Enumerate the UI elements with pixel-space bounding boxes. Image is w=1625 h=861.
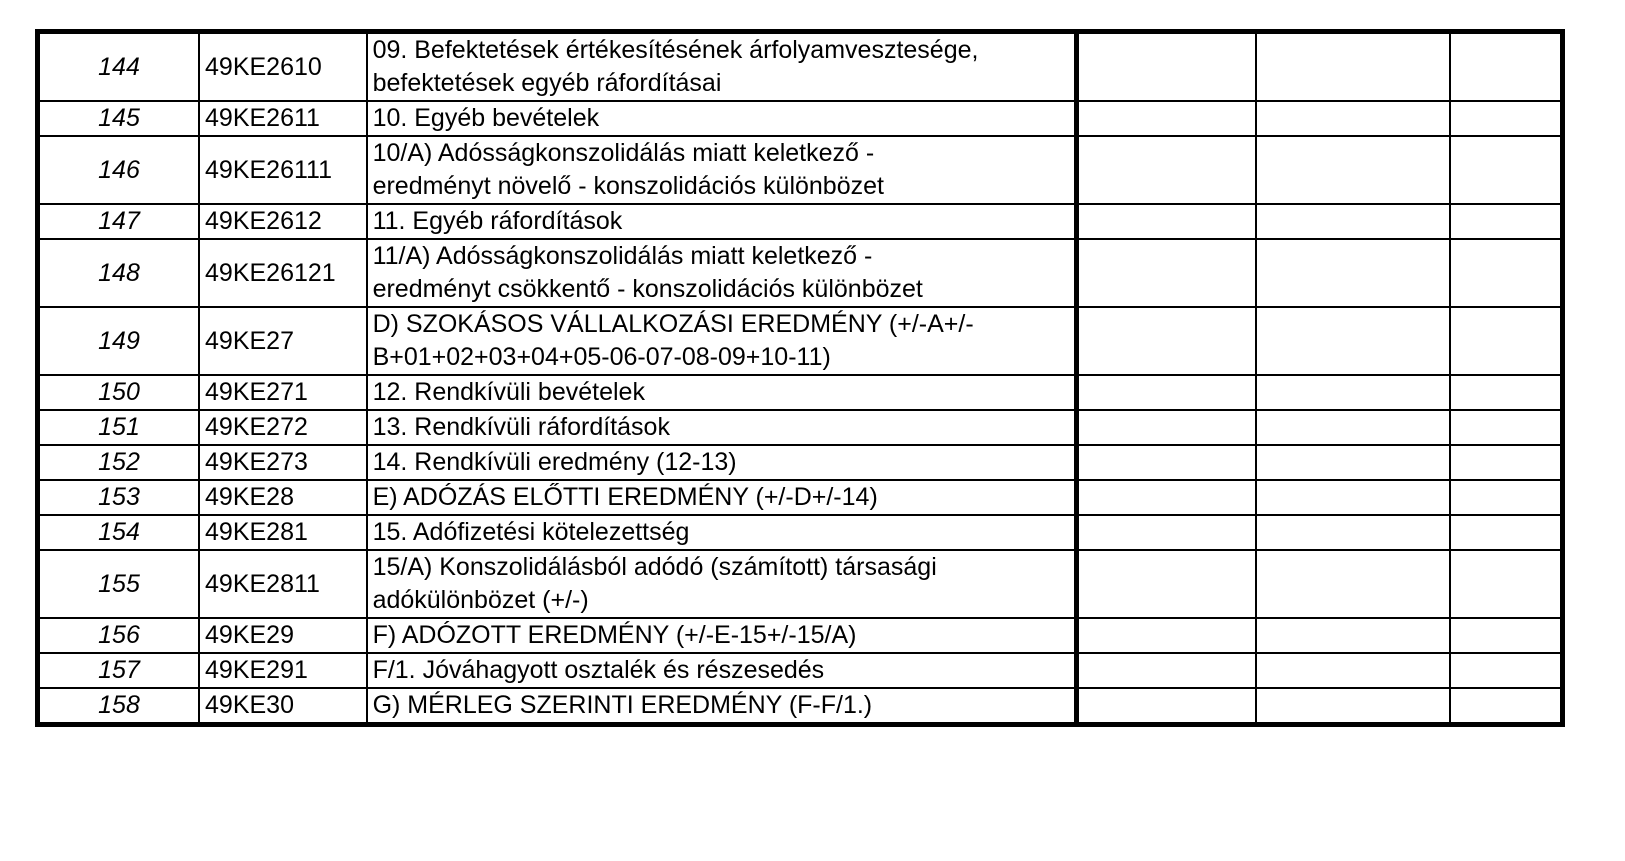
value-cell-1 bbox=[1077, 307, 1257, 375]
value-cell-2 bbox=[1256, 239, 1450, 307]
description-line: 12. Rendkívüli bevételek bbox=[372, 378, 645, 406]
row-number: 150 bbox=[38, 375, 200, 410]
row-number: 158 bbox=[38, 688, 200, 725]
value-cell-3 bbox=[1450, 688, 1562, 725]
row-code: 49KE273 bbox=[199, 445, 367, 480]
row-number: 154 bbox=[38, 515, 200, 550]
value-cell-1 bbox=[1077, 239, 1257, 307]
table-row bbox=[38, 618, 1563, 653]
description-line: D) SZOKÁSOS VÁLLALKOZÁSI EREDMÉNY (+/-A+/- bbox=[372, 310, 974, 338]
value-cell-3 bbox=[1450, 618, 1562, 653]
description-line: 15/A) Konszolidálásból adódó (számított) társasági bbox=[372, 553, 937, 581]
row-number: 147 bbox=[38, 204, 200, 239]
row-code: 49KE272 bbox=[199, 410, 367, 445]
description-line: 11/A) Adósságkonszolidálás miatt keletkező - bbox=[372, 242, 873, 270]
value-cell-1 bbox=[1077, 101, 1257, 136]
row-code: 49KE291 bbox=[199, 653, 367, 688]
value-cell-2 bbox=[1256, 101, 1450, 136]
row-number: 155 bbox=[38, 550, 200, 618]
value-cell-1 bbox=[1077, 375, 1257, 410]
table-row bbox=[38, 375, 1563, 410]
row-description bbox=[367, 101, 1077, 136]
row-description bbox=[367, 653, 1077, 688]
row-description bbox=[367, 307, 1077, 375]
table-row bbox=[38, 204, 1563, 239]
value-cell-1 bbox=[1077, 410, 1257, 445]
description-line: 11. Egyéb ráfordítások bbox=[372, 207, 623, 235]
value-cell-1 bbox=[1077, 204, 1257, 239]
value-cell-1 bbox=[1077, 688, 1257, 725]
row-number: 151 bbox=[38, 410, 200, 445]
row-code: 49KE281 bbox=[199, 515, 367, 550]
table-body bbox=[38, 32, 1563, 725]
table-row bbox=[38, 653, 1563, 688]
row-description bbox=[367, 375, 1077, 410]
value-cell-2 bbox=[1256, 204, 1450, 239]
row-number: 145 bbox=[38, 101, 200, 136]
value-cell-1 bbox=[1077, 32, 1257, 102]
value-cell-3 bbox=[1450, 515, 1562, 550]
value-cell-3 bbox=[1450, 480, 1562, 515]
value-cell-1 bbox=[1077, 480, 1257, 515]
table-row bbox=[38, 136, 1563, 204]
table-row bbox=[38, 688, 1563, 725]
table-row bbox=[38, 480, 1563, 515]
value-cell-1 bbox=[1077, 136, 1257, 204]
row-description bbox=[367, 204, 1077, 239]
value-cell-2 bbox=[1256, 688, 1450, 725]
value-cell-2 bbox=[1256, 653, 1450, 688]
table-row bbox=[38, 101, 1563, 136]
description-line: B+01+02+03+04+05-06-07-08-09+10-11) bbox=[372, 343, 831, 371]
description-line: 10. Egyéb bevételek bbox=[372, 104, 600, 132]
description-line: 10/A) Adósságkonszolidálás miatt keletkező - bbox=[372, 139, 875, 167]
table-row bbox=[38, 410, 1563, 445]
description-line: F/1. Jóváhagyott osztalék és részesedés bbox=[372, 656, 825, 684]
value-cell-2 bbox=[1256, 307, 1450, 375]
table-row bbox=[38, 307, 1563, 375]
financial-statement-table bbox=[35, 29, 1565, 727]
value-cell-1 bbox=[1077, 550, 1257, 618]
description-line: eredményt növelő - konszolidációs különbözet bbox=[372, 172, 884, 200]
row-code: 49KE271 bbox=[199, 375, 367, 410]
row-code: 49KE26111 bbox=[199, 136, 367, 204]
description-line: F) ADÓZOTT EREDMÉNY (+/-E-15+/-15/A) bbox=[372, 621, 857, 649]
value-cell-3 bbox=[1450, 101, 1562, 136]
table-row bbox=[38, 239, 1563, 307]
description-line: 14. Rendkívüli eredmény (12-13) bbox=[372, 448, 737, 476]
description-line: 09. Befektetések értékesítésének árfolyamvesztesége, bbox=[372, 36, 979, 64]
description-line: G) MÉRLEG SZERINTI EREDMÉNY (F-F/1.) bbox=[372, 691, 873, 719]
row-code: 49KE2610 bbox=[199, 32, 367, 102]
value-cell-2 bbox=[1256, 618, 1450, 653]
value-cell-2 bbox=[1256, 480, 1450, 515]
value-cell-3 bbox=[1450, 136, 1562, 204]
value-cell-2 bbox=[1256, 375, 1450, 410]
value-cell-1 bbox=[1077, 515, 1257, 550]
row-code: 49KE30 bbox=[199, 688, 367, 725]
value-cell-3 bbox=[1450, 445, 1562, 480]
row-number: 153 bbox=[38, 480, 200, 515]
row-code: 49KE2612 bbox=[199, 204, 367, 239]
row-description bbox=[367, 445, 1077, 480]
row-code: 49KE26121 bbox=[199, 239, 367, 307]
row-number: 156 bbox=[38, 618, 200, 653]
description-line: adókülönbözet (+/-) bbox=[372, 586, 589, 614]
table-row bbox=[38, 445, 1563, 480]
value-cell-3 bbox=[1450, 653, 1562, 688]
row-number: 152 bbox=[38, 445, 200, 480]
value-cell-2 bbox=[1256, 410, 1450, 445]
row-number: 157 bbox=[38, 653, 200, 688]
row-number: 144 bbox=[38, 32, 200, 102]
value-cell-3 bbox=[1450, 32, 1562, 102]
table-row bbox=[38, 32, 1563, 102]
row-number: 149 bbox=[38, 307, 200, 375]
table-row bbox=[38, 550, 1563, 618]
row-description bbox=[367, 410, 1077, 445]
value-cell-2 bbox=[1256, 32, 1450, 102]
row-description bbox=[367, 618, 1077, 653]
row-code: 49KE29 bbox=[199, 618, 367, 653]
table-row bbox=[38, 515, 1563, 550]
row-code: 49KE27 bbox=[199, 307, 367, 375]
value-cell-2 bbox=[1256, 515, 1450, 550]
row-description bbox=[367, 239, 1077, 307]
row-number: 146 bbox=[38, 136, 200, 204]
row-description bbox=[367, 32, 1077, 102]
row-description bbox=[367, 550, 1077, 618]
row-code: 49KE28 bbox=[199, 480, 367, 515]
value-cell-3 bbox=[1450, 307, 1562, 375]
row-code: 49KE2611 bbox=[199, 101, 367, 136]
value-cell-1 bbox=[1077, 445, 1257, 480]
row-description bbox=[367, 688, 1077, 725]
value-cell-3 bbox=[1450, 204, 1562, 239]
description-line: befektetések egyéb ráfordításai bbox=[372, 69, 722, 97]
description-line: 15. Adófizetési kötelezettség bbox=[372, 518, 690, 546]
value-cell-1 bbox=[1077, 653, 1257, 688]
row-code: 49KE2811 bbox=[199, 550, 367, 618]
value-cell-3 bbox=[1450, 410, 1562, 445]
value-cell-2 bbox=[1256, 445, 1450, 480]
row-number: 148 bbox=[38, 239, 200, 307]
value-cell-1 bbox=[1077, 618, 1257, 653]
value-cell-3 bbox=[1450, 375, 1562, 410]
row-description bbox=[367, 480, 1077, 515]
description-line: E) ADÓZÁS ELŐTTI EREDMÉNY (+/-D+/-14) bbox=[372, 483, 878, 511]
row-description bbox=[367, 136, 1077, 204]
value-cell-3 bbox=[1450, 239, 1562, 307]
value-cell-2 bbox=[1256, 136, 1450, 204]
description-line: eredményt csökkentő - konszolidációs különbözet bbox=[372, 275, 923, 303]
row-description bbox=[367, 515, 1077, 550]
value-cell-2 bbox=[1256, 550, 1450, 618]
value-cell-3 bbox=[1450, 550, 1562, 618]
description-line: 13. Rendkívüli ráfordítások bbox=[372, 413, 670, 441]
